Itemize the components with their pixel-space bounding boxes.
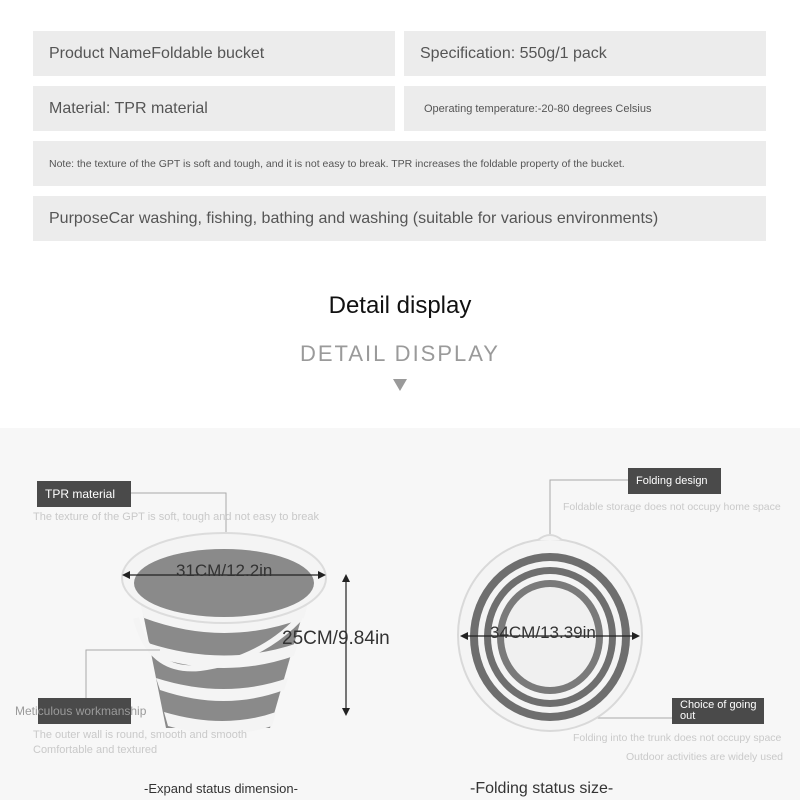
tpr-material-description: The texture of the GPT is soft, tough and not easy to break bbox=[33, 511, 319, 523]
choice-going-out-tag: Choice of going out bbox=[672, 698, 764, 724]
detail-heading: Detail display bbox=[328, 292, 472, 319]
choice-going-out-description-2: Outdoor activities are widely used bbox=[626, 751, 783, 763]
workmanship-description-1: The outer wall is round, smooth and smooth bbox=[33, 729, 248, 741]
folding-status-caption: -Folding status size- bbox=[470, 780, 614, 797]
spec-purpose-text: PurposeCar washing, fishing, bathing and washing (suitable for various environments) bbox=[49, 209, 659, 227]
spec-specification-text: Specification: 550g/1 pack bbox=[420, 44, 607, 62]
expand-status-caption: -Expand status dimension- bbox=[144, 781, 298, 796]
folding-design-description: Foldable storage does not occupy home space bbox=[563, 501, 781, 513]
spec-purpose bbox=[33, 196, 766, 241]
tpr-material-tag: TPR material bbox=[37, 481, 131, 507]
folding-design-tag: Folding design bbox=[628, 468, 721, 494]
spec-operating-temp bbox=[404, 86, 766, 131]
spec-operating-temp-text: Operating temperature:-20-80 degrees Celsius bbox=[424, 102, 652, 115]
height-dimension-label: 25CM/9.84in bbox=[282, 628, 390, 649]
product-photo-area bbox=[0, 428, 800, 800]
diameter-dimension-label: 34CM/13.39in bbox=[490, 623, 596, 642]
spec-note bbox=[33, 141, 766, 186]
down-triangle-icon bbox=[392, 378, 408, 392]
detail-subheading: DETAIL DISPLAY bbox=[300, 341, 500, 366]
spec-product-name-text: Product NameFoldable bucket bbox=[49, 44, 265, 62]
spec-product-name bbox=[33, 31, 395, 76]
spec-specification bbox=[404, 31, 766, 76]
spec-material bbox=[33, 86, 395, 131]
spec-material-text: Material: TPR material bbox=[49, 99, 208, 117]
choice-going-out-description-1: Folding into the trunk does not occupy space bbox=[573, 732, 782, 744]
workmanship-label: Meticulous workmanship bbox=[15, 704, 147, 718]
folded-bucket-image bbox=[400, 428, 800, 800]
workmanship-description-2: Comfortable and textured bbox=[33, 744, 158, 756]
width-dimension-label: 31CM/12.2in bbox=[176, 561, 273, 580]
spec-note-text: Note: the texture of the GPT is soft and tough, and it is not easy to break. TPR increases the foldable property of the bucket. bbox=[49, 157, 625, 170]
